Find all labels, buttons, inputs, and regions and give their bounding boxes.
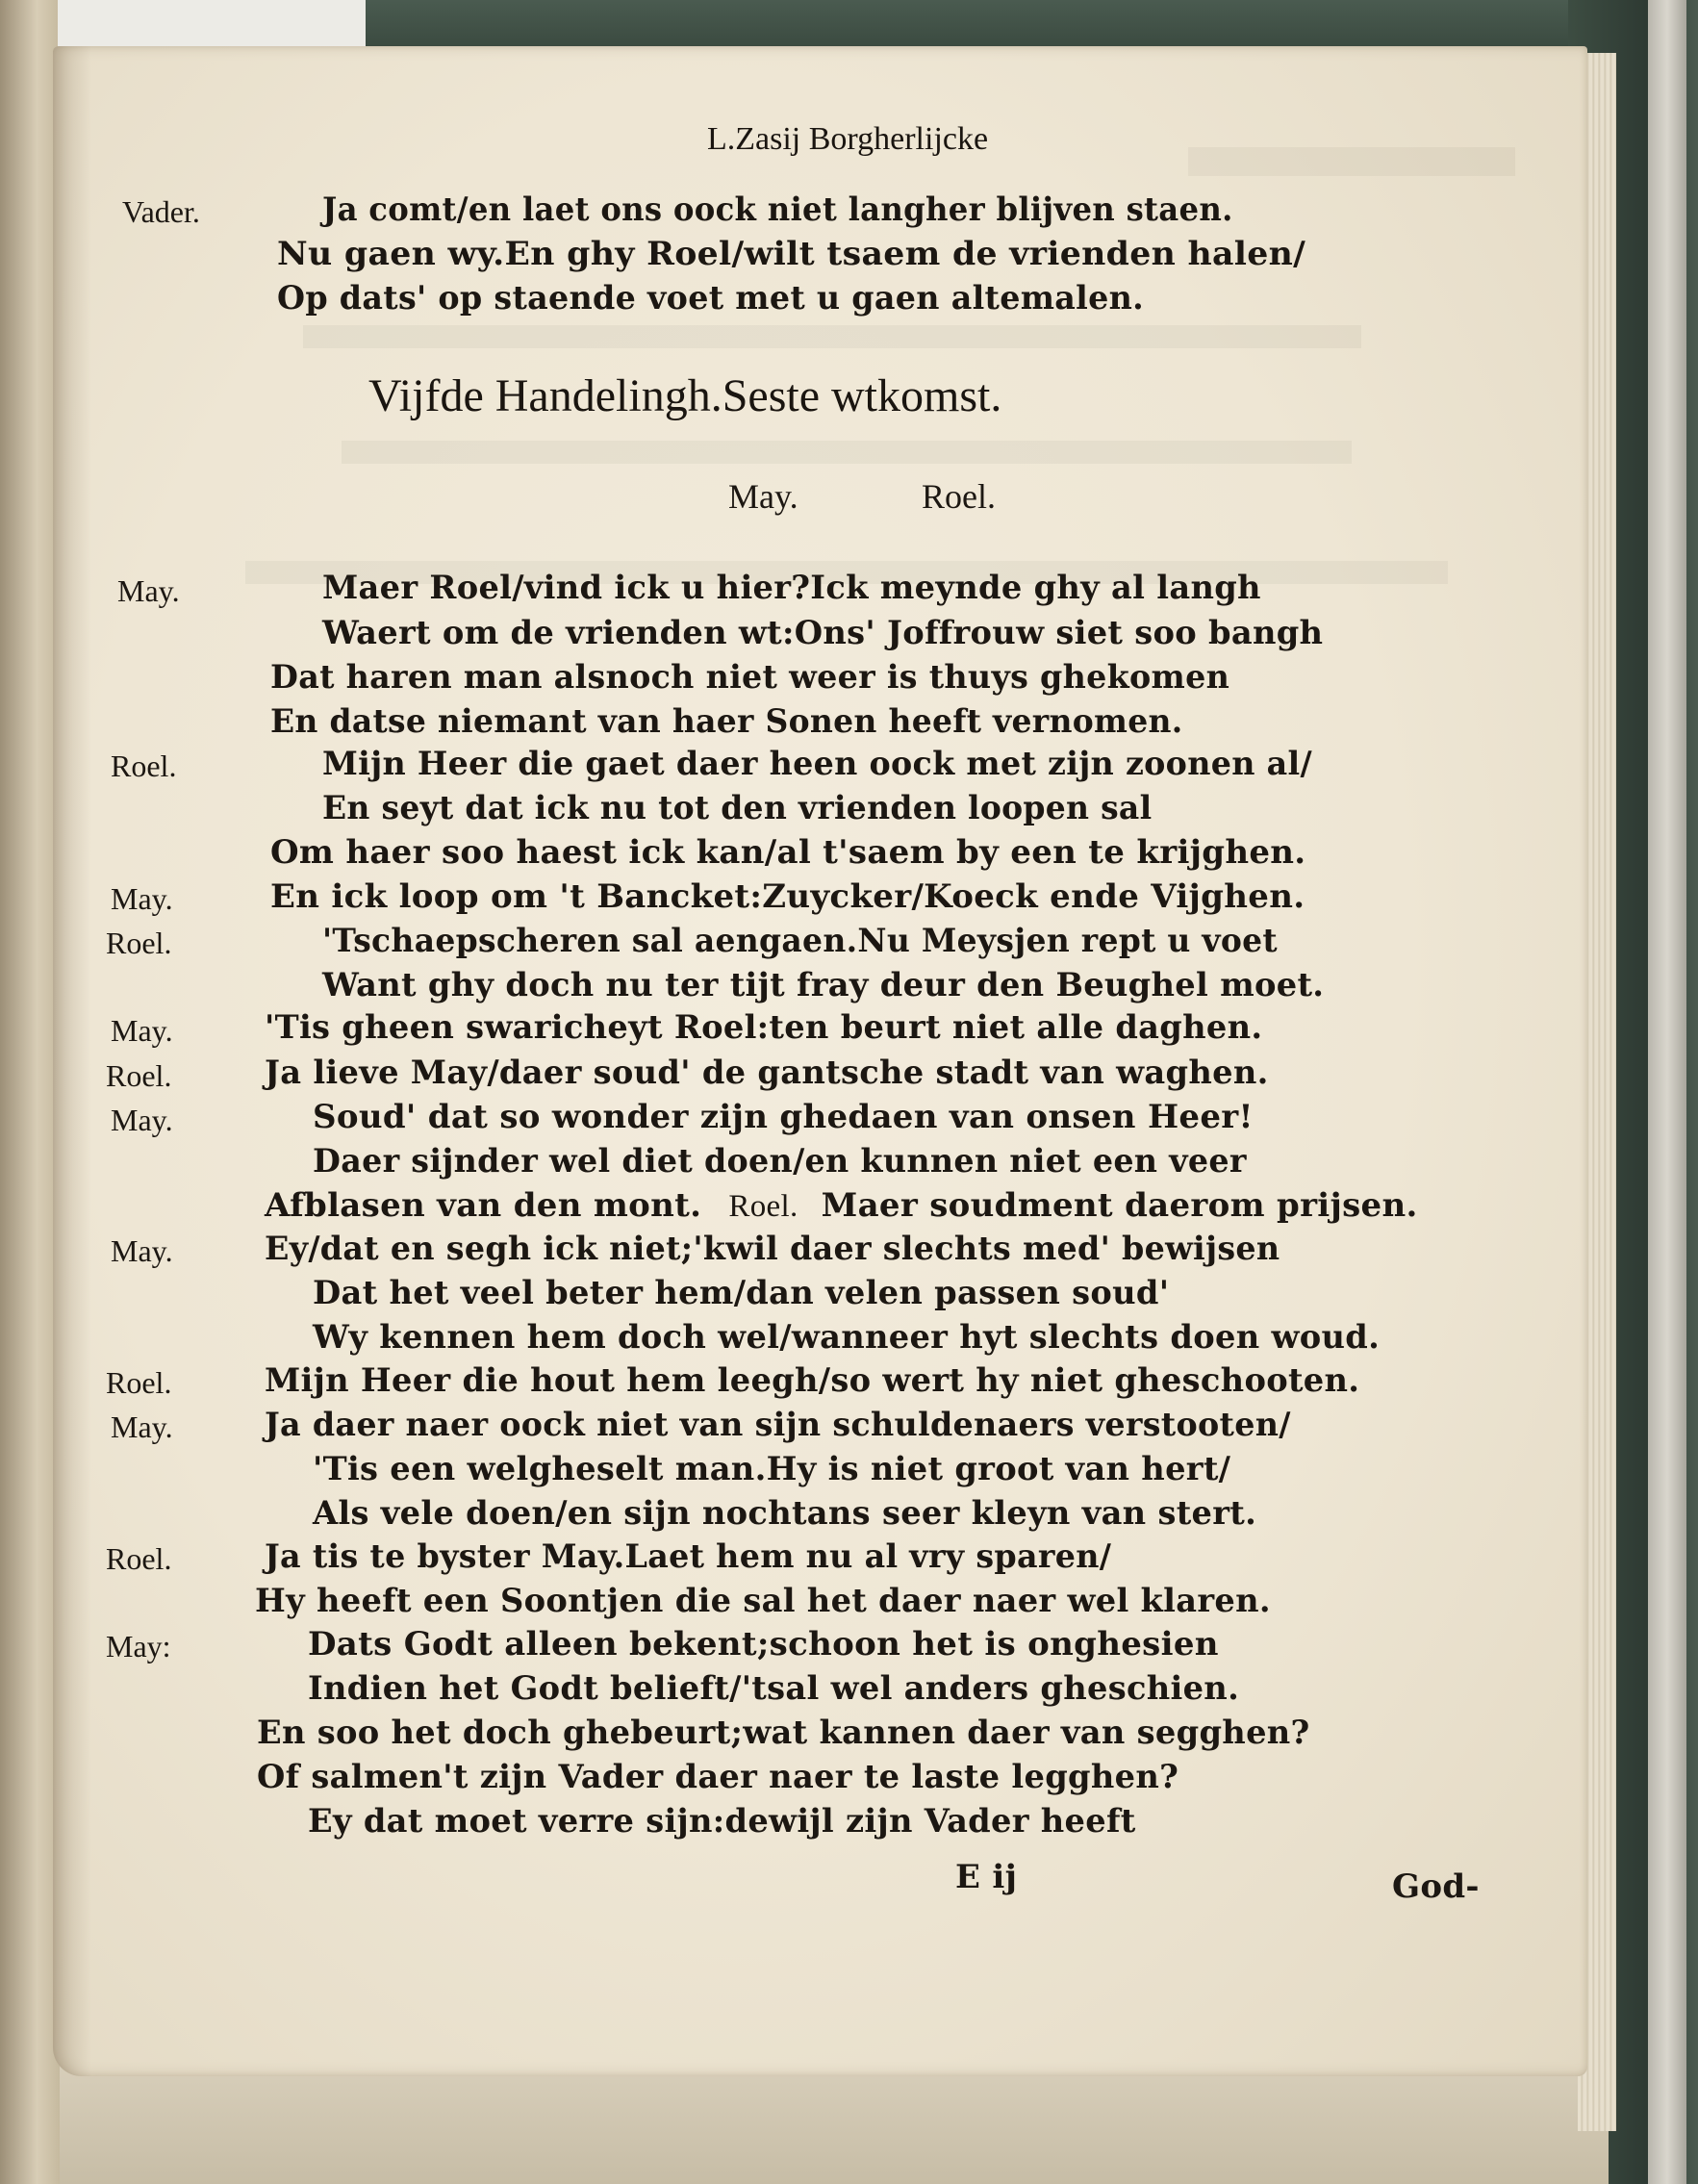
verse-line: Als vele doen/en sijn nochtans seer kleyn van stert. [313,1494,1257,1533]
speaker-label: May. [117,573,180,608]
verse-line: Ja tis te byster May.Laet hem nu al vry sparen/ [265,1537,1112,1576]
verse-line: 'Tis een welgheselt man.Hy is niet groot van hert/ [313,1450,1231,1488]
catchword: God- [1392,1867,1480,1906]
verse-line: Wy kennen hem doch wel/wanneer hyt slechts doen woud. [313,1318,1381,1357]
speaker-label: Roel. [106,1541,172,1576]
verse-line: En seyt dat ick nu tot den vrienden loopen sal [322,789,1153,827]
verse-line: Maer Roel/vind ick u hier?Ick meynde ghy al langh [322,569,1261,607]
verse-line: Mijn Heer die hout hem leegh/so wert hy niet gheschooten. [265,1361,1360,1400]
verse-line: Waert om de vrienden wt:Ons' Joffrouw siet soo bangh [322,614,1324,652]
verse-line: 'Tis gheen swaricheyt Roel:ten beurt niet alle daghen. [265,1008,1263,1047]
verse-line: Ja daer naer oock niet van sijn schuldenaers verstooten/ [265,1406,1291,1444]
verse-line: Nu gaen wy.En ghy Roel/wilt tsaem de vrienden halen/ [277,235,1306,273]
verse-line: Daer sijnder wel diet doen/en kunnen niet een veer [313,1142,1247,1181]
verse-line: Op dats' op staende voet met u gaen altemalen. [277,279,1145,317]
show-through-mark [342,441,1352,464]
verse-line: Dats Godt alleen bekent;schoon het is onghesien [308,1625,1219,1663]
verse-line: Want ghy doch nu ter tijt fray deur den Beughel moet. [322,966,1325,1004]
verse-line-shared [265,1186,1418,1225]
verse-line: Ey/dat en segh ick niet;'kwil daer slechts med' bewijsen [265,1230,1280,1268]
speaker-label: May. [111,1013,173,1048]
verse-line: En ick loop om 't Bancket:Zuycker/Koeck ende Vijghen. [270,877,1305,916]
show-through-mark [1188,147,1515,176]
speaker-label: Roel. [106,1058,172,1093]
speaker-label: May. [111,1233,173,1268]
speaker-label: May. [111,1409,173,1444]
verse-line: Of salmen't zijn Vader daer naer te laste legghen? [257,1758,1179,1796]
speaker-label: Vader. [122,194,200,229]
verse-line: Mijn Heer die gaet daer heen oock met zijn zoonen al/ [322,745,1312,783]
verse-line: En soo het doch ghebeurt;wat kannen daer van segghen? [257,1714,1310,1752]
verse-line-part: Afblasen van den mont. [265,1186,702,1225]
speakers-heading-left: May. [728,477,798,516]
inline-speaker-label: Roel. [728,1189,798,1224]
signature-mark: E ij [955,1858,1018,1896]
verse-line: Soud' dat so wonder zijn ghedaen van onsen Heer! [313,1098,1254,1136]
speaker-label: Roel. [106,926,172,960]
act-heading: Vijfde Handelingh.Seste wtkomst. [368,370,1002,421]
verse-line: Indien het Godt belieft/'tsal wel anders gheschien. [308,1669,1240,1708]
verse-line: Hy heeft een Soontjen die sal het daer naer wel klaren. [255,1582,1271,1620]
verse-line: 'Tschaepscheren sal aengaen.Nu Meysjen rept u voet [322,922,1278,960]
speaker-label: May: [106,1629,171,1663]
verse-line: En datse niemant van haer Sonen heeft vernomen. [270,702,1183,741]
verse-line: Dat haren man alsnoch niet weer is thuys ghekomen [270,658,1230,697]
verse-line: Om haer soo haest ick kan/al t'saem by een te krijghen. [270,833,1306,872]
speaker-label: May. [111,1103,173,1137]
lower-page-edge [60,2059,1609,2184]
speaker-label: Roel. [111,749,177,783]
verse-line: Dat het veel beter hem/dan velen passen soud' [313,1274,1170,1312]
speaker-label: May. [111,881,173,916]
speaker-label: Roel. [106,1365,172,1400]
speakers-heading-right: Roel. [922,477,996,516]
verse-line-part: Maer soudment daerom prijsen. [821,1186,1418,1225]
verse-line: Ja lieve May/daer soud' de gantsche stadt van waghen. [265,1054,1269,1092]
cloth-strip [1648,0,1686,2184]
show-through-mark [303,325,1361,348]
verse-line: Ey dat moet verre sijn:dewijl zijn Vader heeft [308,1802,1136,1841]
running-head: L.Zasij Borgherlijcke [707,121,989,157]
verse-line: Ja comt/en laet ons oock niet langher blijven staen. [322,190,1233,229]
book-page [53,46,1587,2076]
